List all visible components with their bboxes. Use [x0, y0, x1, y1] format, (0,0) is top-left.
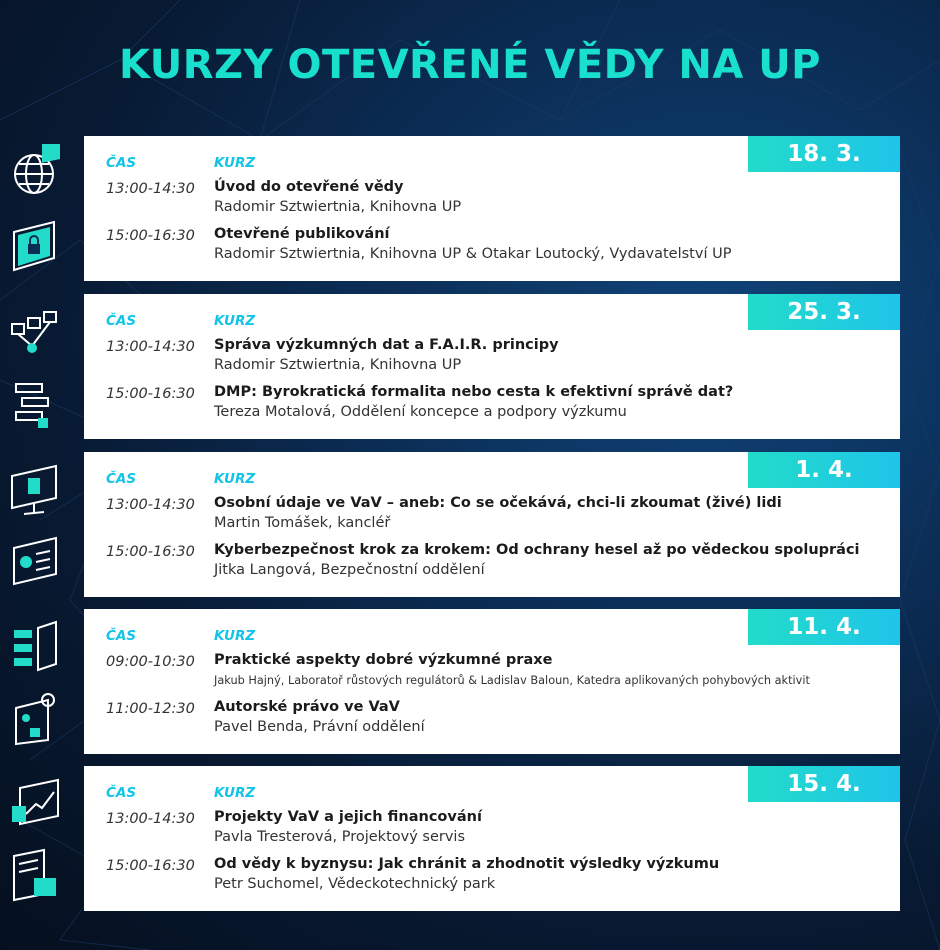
session-time: 15:00-16:30 — [106, 544, 195, 560]
session-speaker: Radomir Sztwiertnia, Knihovna UP — [214, 357, 462, 373]
session-speaker: Jitka Langová, Bezpečnostní oddělení — [214, 562, 485, 578]
page-title: KURZY OTEVŘENÉ VĚDY NA UP — [118, 42, 821, 88]
session-time: 09:00-10:30 — [106, 654, 195, 670]
session-speaker: Petr Suchomel, Vědeckotechnický park — [214, 876, 496, 892]
growth-chart-icon — [8, 776, 64, 832]
session-row — [84, 384, 900, 428]
date-badge: 15. 4. — [748, 766, 900, 802]
day-card — [84, 609, 900, 754]
course-column-header: KURZ — [214, 155, 256, 171]
time-column-header: ČAS — [106, 471, 137, 487]
day-card — [84, 294, 900, 439]
time-column-header: ČAS — [106, 628, 137, 644]
monitor-icon — [8, 462, 64, 518]
course-column-header: KURZ — [214, 471, 256, 487]
lock-document-icon — [8, 218, 64, 274]
session-time: 13:00-14:30 — [106, 181, 195, 197]
course-column-header: KURZ — [214, 628, 256, 644]
network-icon — [8, 306, 64, 362]
session-speaker: Radomir Sztwiertnia, Knihovna UP & Otakar Loutocký, Vydavatelství UP — [214, 246, 732, 262]
session-title: DMP: Byrokratická formalita nebo cesta k efektivní správě dat? — [214, 384, 734, 400]
session-time: 15:00-16:30 — [106, 858, 195, 874]
day-card — [84, 136, 900, 281]
time-column-header: ČAS — [106, 785, 137, 801]
day-card — [84, 766, 900, 911]
course-column-header: KURZ — [214, 785, 256, 801]
session-row — [84, 337, 900, 381]
session-speaker: Martin Tomášek, kancléř — [214, 515, 391, 531]
session-row — [84, 699, 900, 743]
report-chart-icon — [8, 846, 64, 902]
course-column-header: KURZ — [214, 313, 256, 329]
date-badge: 1. 4. — [748, 452, 900, 488]
session-speaker: Pavla Tresterová, Projektový servis — [214, 829, 466, 845]
date-badge: 18. 3. — [748, 136, 900, 172]
id-card-icon — [8, 532, 64, 588]
session-title: Správa výzkumných dat a F.A.I.R. principy — [214, 337, 559, 353]
time-column-header: ČAS — [106, 313, 137, 329]
checklist-icon — [8, 618, 64, 674]
session-row — [84, 179, 900, 223]
session-row — [84, 652, 900, 696]
session-title: Od vědy k byznysu: Jak chránit a zhodnotit výsledky výzkumu — [214, 856, 720, 872]
session-row — [84, 226, 900, 270]
session-time: 11:00-12:30 — [106, 701, 195, 717]
session-speaker: Radomir Sztwiertnia, Knihovna UP — [214, 199, 462, 215]
time-column-header: ČAS — [106, 155, 137, 171]
session-title: Projekty VaV a jejich financování — [214, 809, 482, 825]
session-title: Autorské právo ve VaV — [214, 699, 400, 715]
session-speaker: Tereza Motalová, Oddělení koncepce a podpory výzkumu — [214, 404, 627, 420]
session-speaker: Pavel Benda, Právní oddělení — [214, 719, 425, 735]
date-badge: 11. 4. — [748, 609, 900, 645]
session-row — [84, 856, 900, 900]
session-title: Otevřené publikování — [214, 226, 390, 242]
session-time: 15:00-16:30 — [106, 228, 195, 244]
globe-icon — [8, 144, 64, 200]
session-time: 13:00-14:30 — [106, 811, 195, 827]
day-card — [84, 452, 900, 597]
session-row — [84, 809, 900, 853]
session-title: Kyberbezpečnost krok za krokem: Od ochrany hesel až po vědeckou spolupráci — [214, 542, 860, 558]
session-title: Úvod do otevřené vědy — [214, 179, 404, 195]
session-time: 13:00-14:30 — [106, 497, 195, 513]
session-time: 15:00-16:30 — [106, 386, 195, 402]
session-title: Praktické aspekty dobré výzkumné praxe — [214, 652, 553, 668]
session-title: Osobní údaje ve VaV – aneb: Co se očekává, chci-li zkoumat (živé) lidi — [214, 495, 782, 511]
session-speaker: Jakub Hajný, Laboratoř růstových regulátorů & Ladislav Baloun, Katedra aplikovaných pohybových aktivit — [214, 674, 810, 687]
idea-lock-icon — [8, 690, 64, 746]
session-time: 13:00-14:30 — [106, 339, 195, 355]
session-row — [84, 542, 900, 586]
date-badge: 25. 3. — [748, 294, 900, 330]
flowchart-icon — [8, 376, 64, 432]
session-row — [84, 495, 900, 539]
